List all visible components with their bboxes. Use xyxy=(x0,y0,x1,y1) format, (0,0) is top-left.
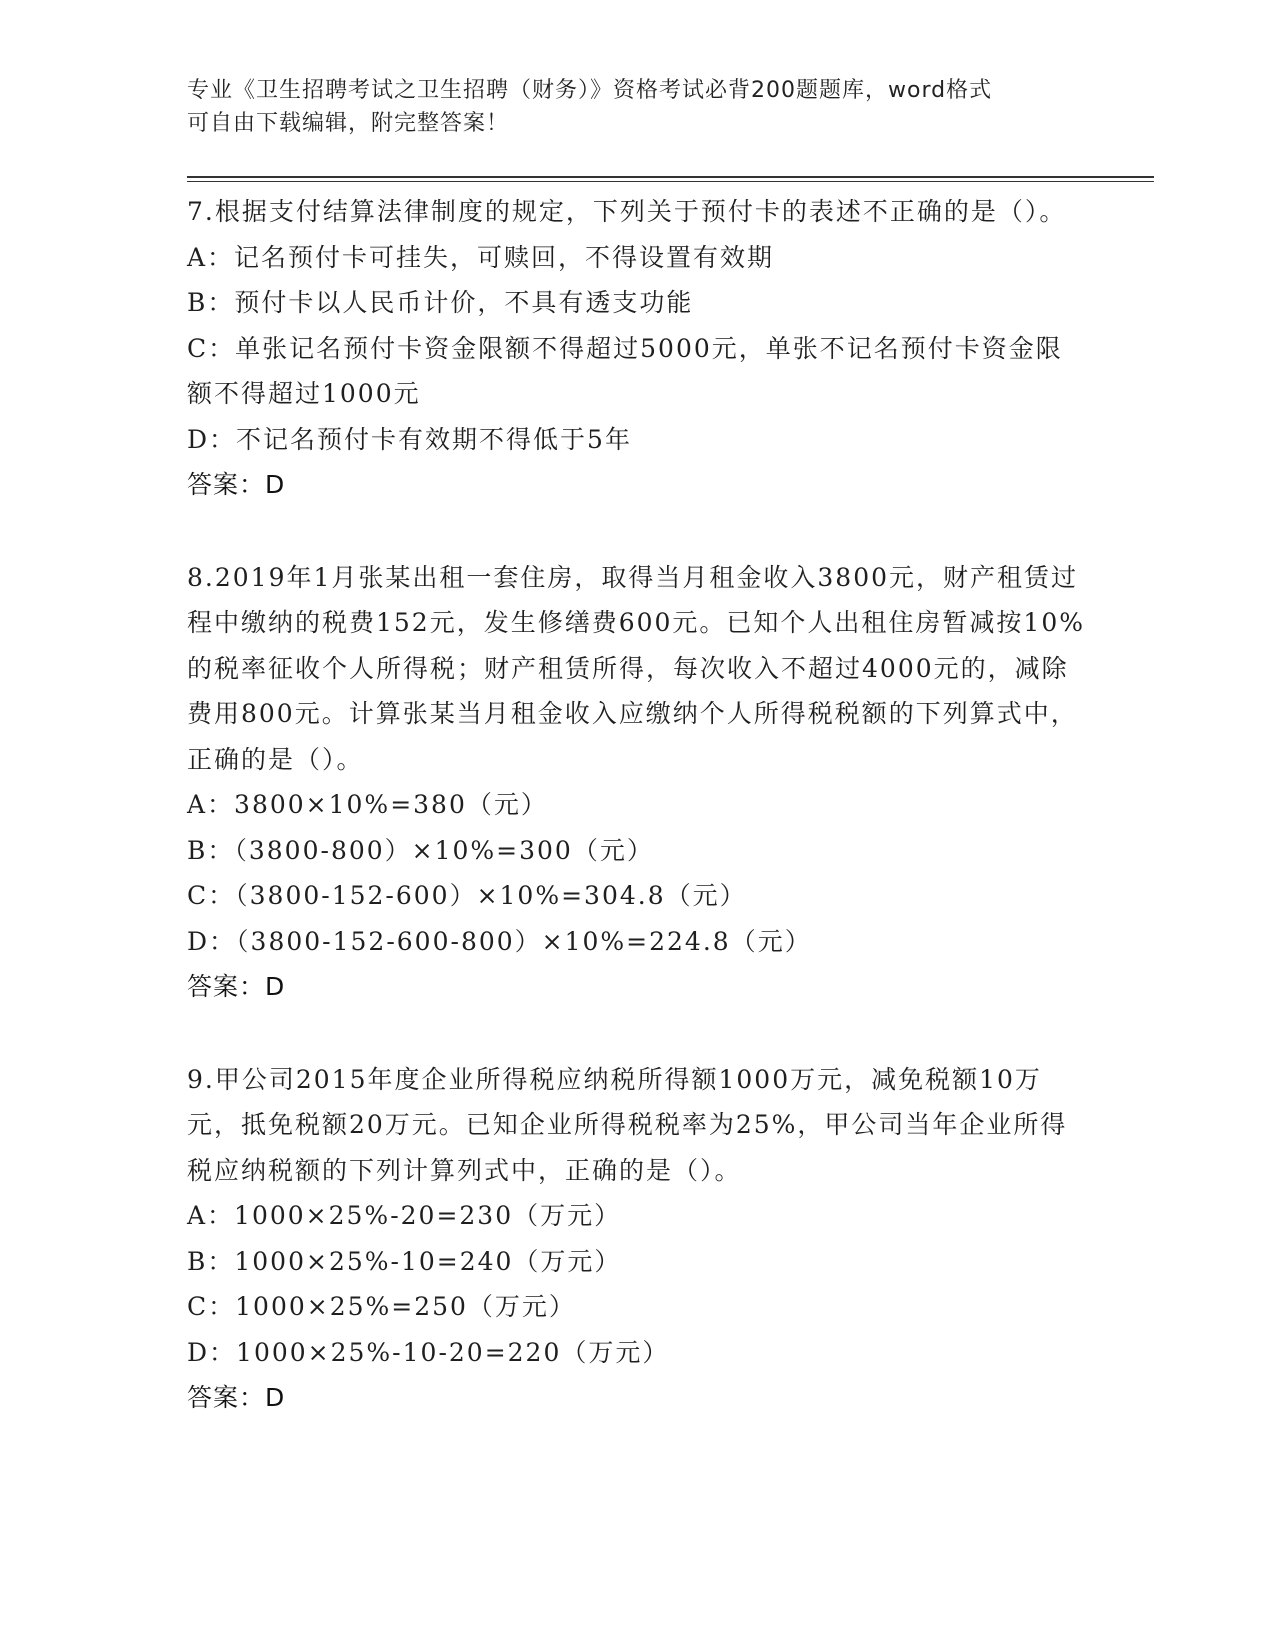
option-d: D：（3800-152-600-800）×10%=224.8（元） xyxy=(187,926,812,956)
header-divider-thin xyxy=(187,181,1154,182)
question-text: 9.甲公司2015年度企业所得税应纳税所得额1000万元，减免税额10万元，抵免税额20万元。已知企业所得税税率为25%，甲公司当年企业所得税应纳税额的下列计算列式中，正确的是（）。 xyxy=(187,1064,1068,1185)
header-line-2: 可自由下载编辑，附完整答案！ xyxy=(187,111,510,136)
option-a: A：记名预付卡可挂失，可赎回，不得设置有效期 xyxy=(187,242,775,272)
header-line-1: 专业《卫生招聘考试之卫生招聘（财务）》资格考试必背200题题库，word格式 xyxy=(187,78,993,103)
question-7 xyxy=(187,189,1087,508)
option-d: D：不记名预付卡有效期不得低于5年 xyxy=(187,424,632,454)
option-c: C：1000×25%=250（万元） xyxy=(187,1292,576,1321)
option-c: C：（3800-152-600）×10%=304.8（元） xyxy=(187,881,747,910)
answer-line: 答案：D xyxy=(187,972,286,1001)
document-header xyxy=(187,74,1087,140)
answer-line: 答案：D xyxy=(187,470,286,499)
option-c: C：单张记名预付卡资金限额不得超过5000元，单张不记名预付卡资金限额不得超过1000元 xyxy=(187,333,1063,408)
answer-line: 答案：D xyxy=(187,1383,286,1412)
option-a: A：1000×25%-20=230（万元） xyxy=(187,1201,622,1230)
option-a: A：3800×10%=380（元） xyxy=(187,790,548,819)
question-8 xyxy=(187,555,1087,1010)
option-b: B：1000×25%-10=240（万元） xyxy=(187,1246,622,1276)
header-divider-thick xyxy=(187,176,1154,178)
option-b: B：（3800-800）×10%=300（元） xyxy=(187,835,654,865)
question-text: 7.根据支付结算法律制度的规定，下列关于预付卡的表述不正确的是（）。 xyxy=(187,197,1067,226)
option-d: D：1000×25%-10-20=220（万元） xyxy=(187,1337,670,1367)
question-list xyxy=(187,189,1087,1468)
question-text: 8.2019年1月张某出租一套住房，取得当月租金收入3800元，财产租赁过程中缴纳的税费152元，发生修缮费600元。已知个人出租住房暂减按10%的税率征收个人所得税；财产租赁所得，每次收入不超过4000元的，减除费用800元。计算张某当月租金收入应缴纳个人所得税税额的下列算式中，正确的是（）。 xyxy=(187,562,1086,774)
question-9 xyxy=(187,1057,1087,1421)
option-b: B：预付卡以人民币计价，不具有透支功能 xyxy=(187,288,694,317)
